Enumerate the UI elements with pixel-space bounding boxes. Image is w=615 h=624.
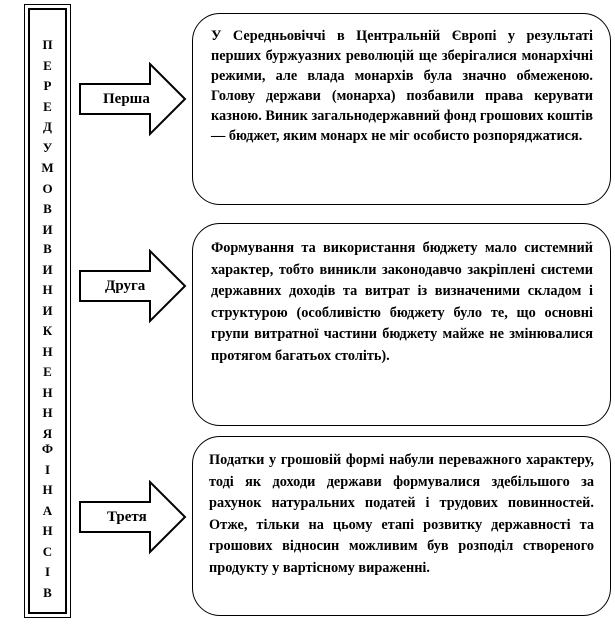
sidebar-title-letter: О [42,180,53,196]
sidebar-title-letter: Н [42,384,53,400]
stage-1-label: Перша [103,91,150,107]
sidebar-title-letter: П [42,37,53,52]
sidebar-title-letter: Е [43,98,52,114]
sidebar-title-letter: Е [43,57,52,73]
stage-2-text: Формування та використання бюджету мало системний характер, тобто виникли законодавчо закріплені системи державних доходів та витрат із визначеними складом і структурою (особливістю бюджету було те, що основні групи витратної частини бюджету майже не змінювалися протягом багатьох століть). [211,240,593,364]
stage-3-text: Податки у грошовій формі набули переважного характеру, тоді як доходи держави формувалися здебільшого за рахунок натуральних податей і трудових повинностей. Отже, тільки на цьому етапі розвитку державності та грошових відносин можливим був розподіл створеного продукту у вартісному вираженні. [209,452,594,576]
sidebar-title-letter: Н [42,405,53,420]
sidebar-title-letter: В [43,201,52,216]
sidebar-title-letter: Е [43,364,52,379]
sidebar-title-letter: В [43,241,52,256]
sidebar-title-letter: І [44,564,51,579]
sidebar-title-letter: Ф [41,441,54,456]
sidebar-title-letter: И [42,302,53,318]
sidebar-title-letter: Н [42,482,53,497]
sidebar-title-letter: Я [42,425,53,441]
sidebar-title-letter: К [42,323,53,338]
sidebar-title-letter: Р [43,78,52,93]
sidebar-title-letter: В [43,584,52,600]
stage-2-label: Друга [105,278,146,294]
stage-3-label: Третя [107,509,147,525]
sidebar-title-letter: М [41,160,54,175]
sidebar-title-letter: Д [43,119,52,134]
sidebar-title-letter: И [42,221,53,237]
sidebar-title-letter: И [42,261,53,277]
sidebar-title-letter: А [42,502,53,518]
sidebar-title-letter: Н [42,343,53,359]
title-sidebar [24,4,71,618]
sidebar-title-letter: С [42,543,53,559]
stage-1-text: У Середньовіччі в Центральній Європі у результаті перших буржуазних революцій ще зберігалися монархічні режими, але влада монархів була значно обмеженою. Голову держави (монарха) позбавили права керувати казною. Виник загальнодержавний фонд грошових коштів — бюджет, яким монарх не міг особисто розпоряджатися. [211,28,593,144]
sidebar-title-letter: Н [42,282,53,297]
sidebar-title-letter: І [44,461,51,477]
sidebar-title-letter: У [42,139,53,155]
sidebar-title-frame [28,8,67,614]
sidebar-title-letter: Н [42,523,53,538]
